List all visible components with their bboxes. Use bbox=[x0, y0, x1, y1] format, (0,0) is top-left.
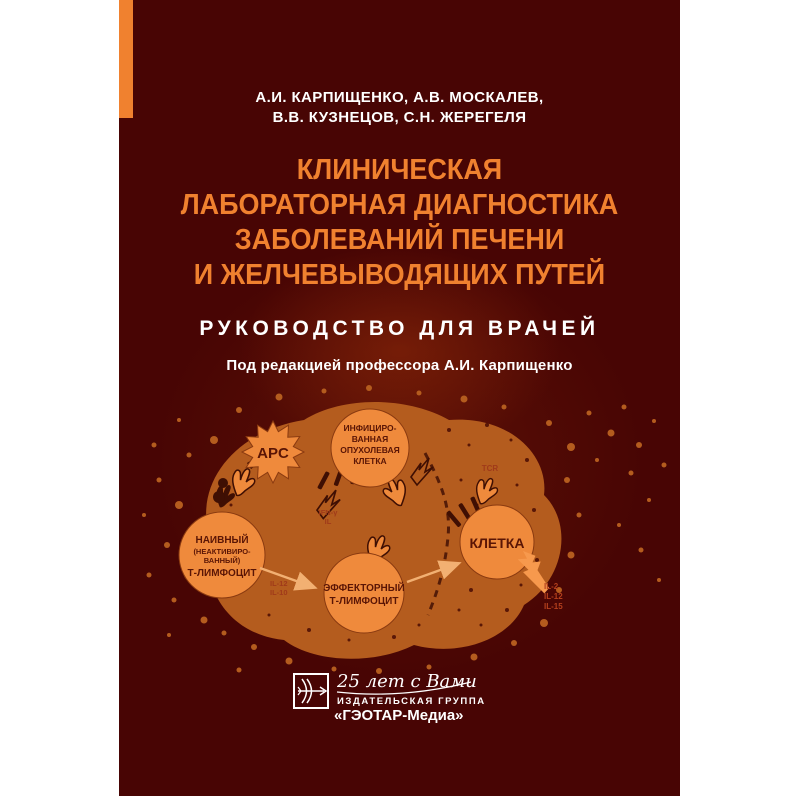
effector-cell-line: ЭФФЕКТОРНЫЙ bbox=[323, 583, 405, 594]
effector-cell-line: Т-ЛИМФОЦИТ bbox=[329, 596, 399, 607]
publisher-group-label: ИЗДАТЕЛЬСКАЯ ГРУППА bbox=[337, 696, 486, 707]
il-left-label: IL-12 bbox=[270, 579, 288, 588]
infected-cell-line: ВАННАЯ bbox=[351, 434, 389, 444]
infected-cell-line: ИНФИЦИРО- bbox=[343, 423, 397, 433]
effector-t-lymphocyte bbox=[323, 553, 404, 633]
title-line-4: И ЖЕЛЧЕВЫВОДЯЩИХ ПУТЕЙ bbox=[193, 259, 606, 291]
ifn-label: IL bbox=[324, 517, 332, 526]
infected-tumor-cell bbox=[331, 409, 409, 487]
ifn-label: IFN-γ bbox=[318, 508, 338, 517]
naive-t-lymphocyte bbox=[179, 512, 265, 598]
il-right-label: IL-15 bbox=[544, 602, 563, 611]
naive-cell-line: Т-ЛИМФОЦИТ bbox=[187, 568, 257, 579]
publisher-logo bbox=[287, 662, 487, 724]
il-right-label: IL-2 bbox=[544, 582, 559, 591]
apc-label: APC bbox=[257, 445, 289, 462]
book-subtitle: РУКОВОДСТВО ДЛЯ ВРАЧЕЙ bbox=[199, 317, 600, 340]
tcr-label: TCR bbox=[481, 464, 499, 473]
infected-cell-line: ОПУХОЛЕВАЯ bbox=[340, 445, 400, 455]
title-line-2: ЛАБОРАТОРНАЯ ДИАГНОСТИКА bbox=[180, 189, 619, 221]
naive-cell-line: ВАННЫЙ) bbox=[203, 556, 241, 565]
infected-cell-line: КЛЕТКА bbox=[353, 456, 387, 466]
editor-line: Под редакцией профессора А.И. Карпищенко bbox=[226, 357, 573, 374]
anniversary-script: 25 лет с Вами bbox=[337, 671, 477, 692]
title-line-3: ЗАБОЛЕВАНИЙ ПЕЧЕНИ bbox=[234, 224, 565, 256]
il-right-label: IL-12 bbox=[544, 592, 563, 601]
nk-cell bbox=[460, 505, 534, 579]
geotar-emblem bbox=[294, 674, 328, 708]
book-title bbox=[139, 153, 661, 293]
naive-cell-line: (НЕАКТИВИРО- bbox=[193, 547, 251, 556]
authors-line-1: А.И. КАРПИЩЕНКО, А.В. МОСКАЛЕВ, bbox=[255, 89, 544, 106]
publisher-name: «ГЭОТАР-Медиа» bbox=[334, 707, 464, 724]
title-line-1: КЛИНИЧЕСКАЯ bbox=[296, 154, 503, 186]
naive-cell-line: НАИВНЫЙ bbox=[195, 535, 249, 546]
authors-block bbox=[119, 88, 680, 128]
authors-line-2: В.В. КУЗНЕЦОВ, С.Н. ЖЕРЕГЕЛЯ bbox=[272, 109, 527, 126]
il-left-label: IL-10 bbox=[270, 588, 288, 597]
nk-cell-label: КЛЕТКА bbox=[469, 535, 525, 551]
book-cover bbox=[119, 0, 680, 796]
immunology-diagram bbox=[119, 385, 680, 680]
